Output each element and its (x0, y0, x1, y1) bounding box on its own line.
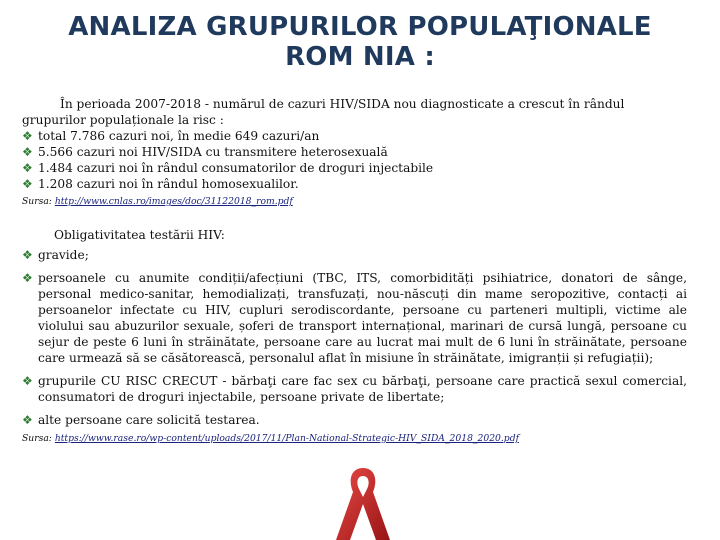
list-item (22, 247, 687, 263)
list-item-text: 1.208 cazuri noi în rândul homosexualilor. (38, 177, 299, 191)
list-item-text: alte persoane care solicită testarea. (38, 413, 260, 427)
list-item-text: gravide; (38, 248, 89, 262)
diamond-bullet-icon: ❖ (22, 129, 33, 143)
diamond-bullet-icon: ❖ (22, 271, 33, 285)
intro-paragraph: În perioada 2007-2018 - numărul de cazuri HIV/SIDA nou diagnosticate a crescut în rândul grupurilor populaționale la risc : (22, 97, 625, 127)
title-line-2: ROM NIA : (285, 42, 435, 72)
list-item (22, 176, 687, 192)
testing-section (22, 227, 687, 435)
list-item (22, 270, 687, 366)
testing-bullet-list (22, 247, 687, 428)
source-label: Sursa: (22, 433, 55, 444)
intro-section (22, 96, 687, 192)
source-link-2[interactable]: https://www.rase.ro/wp-content/uploads/2017/11/Plan-National-Strategic-HIV_SIDA_2018_2020.pdf (54, 433, 519, 444)
list-item (22, 160, 687, 176)
list-item (22, 144, 687, 160)
list-item-text: persoanele cu anumite condiții/afecțiuni (TBC, ITS, comorbidități psihiatrice, donatori de sânge, personal medico-sanitar, hemodializați, transfuzați, nou-născuți din mame seropozitive, contacți ai persoanelor infectate cu HIV, cupluri serodiscordante, persoane cu parteneri multipli, victime ale violului sau abuzurilor sexuale, șoferi de transport internațional, marinari de cursă lungă, persoane cu sejur de peste 6 luni în străinătate, persoane care au lucrat mai mult de 6 luni în străinătate, persoane care urmează să se căsătorească, personalul aflat în misiune în străinătate, imigranții și refugiații); (38, 271, 687, 365)
testing-heading: Obligativitatea testării HIV: (54, 228, 225, 242)
list-item (22, 128, 687, 144)
diamond-bullet-icon: ❖ (22, 374, 33, 388)
list-item (22, 412, 687, 428)
source-link-1[interactable]: http://www.cnlas.ro/images/doc/31122018_rom.pdf (54, 196, 293, 207)
source-citation-2 (22, 433, 702, 445)
diamond-bullet-icon: ❖ (22, 413, 33, 427)
source-citation-1 (22, 196, 702, 208)
diamond-bullet-icon: ❖ (22, 177, 33, 191)
diamond-bullet-icon: ❖ (22, 248, 33, 262)
intro-bullet-list (22, 128, 687, 192)
list-item (22, 373, 687, 405)
diamond-bullet-icon: ❖ (22, 161, 33, 175)
list-item-text: total 7.786 cazuri noi, în medie 649 cazuri/an (38, 129, 320, 143)
list-item-text: grupurile CU RISC CRECUT - bărbaţi care fac sex cu bărbaţi, persoane care practică sexul comercial, consumatori de droguri injectabile, persoane private de libertate; (38, 374, 687, 404)
title-line-1: ANALIZA GRUPURILOR POPULAŢIONALE (68, 12, 652, 42)
list-item-text: 1.484 cazuri noi în rândul consumatorilor de droguri injectabile (38, 161, 434, 175)
source-label: Sursa: (22, 196, 55, 207)
list-item-text: 5.566 cazuri noi HIV/SIDA cu transmitere heterosexuală (38, 145, 388, 159)
awareness-ribbon-icon (318, 462, 408, 540)
page-title (0, 12, 720, 72)
diamond-bullet-icon: ❖ (22, 145, 33, 159)
